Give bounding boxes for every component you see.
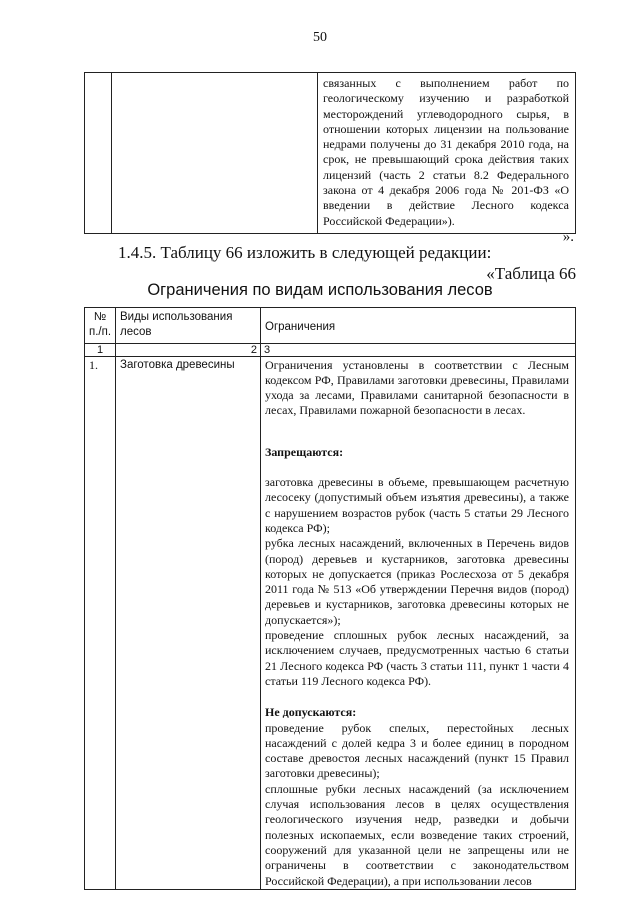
table-cell xyxy=(85,73,112,234)
closing-quote: ». xyxy=(562,229,574,245)
not-allowed-item: сплошные рубки лесных насаждений (за исключением случая использования лесов в целях осуществления геологического изучения недр, разведки и добычи полезных ископаемых, если возведение таких строений, сооружений для указанной цели не запрещены или не ограничены в соответствии с законодательством Российской Федерации), а при использовании лесов xyxy=(265,781,569,888)
previous-table-fragment xyxy=(84,72,576,234)
not-allowed-item: проведение рубок спелых, перестойных лесных насаждений с долей кедра 3 и более единиц в породном составе древостоя лесных насаждений (пункт 15 Правил заготовки древесины); xyxy=(265,720,569,781)
table-cell-text: связанных с выполнением работ по геологическому изучению и разработкой месторождений углеводородного сырья, в отношении которых лицензии на пользование недрами получены до 31 декабря 2010 года, на срок, не превышающий срока действия таких лицензий (часть 2 статьи 8.2 Федерального закона от 4 декабря 2006 года № 201-ФЗ «О введении в действие Лесного кодекса Российской Федерации»). xyxy=(318,73,576,234)
table-cell xyxy=(112,73,318,234)
index-cell: 3 xyxy=(261,343,576,356)
table-header-row xyxy=(85,308,576,344)
table-row xyxy=(85,356,576,889)
row-number: 1. xyxy=(85,356,116,889)
restrictions-intro: Ограничения установлены в соответствии с Лесным кодексом РФ, Правилами заготовки древесины, Правилами ухода за лесами, Правилами санитарной безопасности в лесах, Правилами пожарной безопасности в лесах. xyxy=(265,357,569,418)
index-cell: 2 xyxy=(116,343,261,356)
prohibited-item: заготовка древесины в объеме, превышающем расчетную лесосеку (допустимый объем изъятия древесины), а также с нарушением возрастов рубок (часть 5 статьи 29 Лесного кодекса РФ); xyxy=(265,475,569,535)
table-row xyxy=(85,73,576,234)
table-index-row xyxy=(85,343,576,356)
table-title: Ограничения по видам использования лесов xyxy=(147,281,493,299)
prohibited-heading: Запрещаются: xyxy=(265,444,344,459)
page-number: 50 xyxy=(313,30,327,45)
row-kind: Заготовка древесины xyxy=(116,356,261,889)
prohibited-item: проведение сплошных рубок лесных насаждений, за исключением случаев, предусмотренных частью 6 статьи 21 Лесного кодекса РФ (часть 3 статьи 111, пункт 1 части 4 статьи 119 Лесного кодекса РФ). xyxy=(265,628,569,688)
restrictions-table xyxy=(84,307,576,890)
row-restrictions xyxy=(261,356,576,889)
instruction-paragraph: 1.4.5. Таблицу 66 изложить в следующей редакции: xyxy=(118,243,492,262)
header-number: № п./п. xyxy=(85,308,116,344)
table-label: «Таблица 66 xyxy=(486,264,576,283)
header-kind: Виды использования лесов xyxy=(116,308,261,344)
not-allowed-heading: Не допускаются: xyxy=(265,705,357,720)
index-cell: 1 xyxy=(85,343,116,356)
prohibited-item: рубка лесных насаждений, включенных в Перечень видов (пород) деревьев и кустарников, заготовка древесины которых не допускается (приказ Рослесхоза от 5 декабря 2011 года № 513 «Об утверждении Перечня видов (пород) деревьев и кустарников, заготовка древесины которых не допускается»); xyxy=(265,536,569,627)
header-restrictions: Ограничения xyxy=(261,308,576,344)
